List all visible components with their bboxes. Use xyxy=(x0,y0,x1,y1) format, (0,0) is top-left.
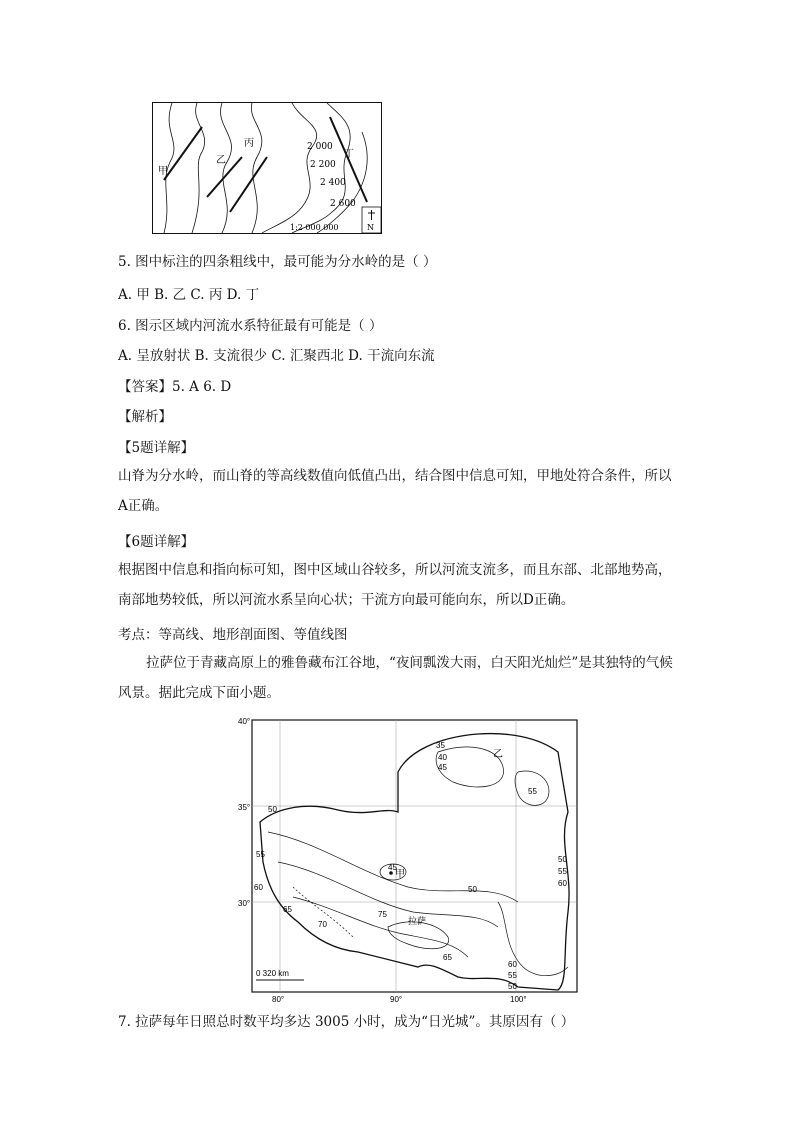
iso-60-edge: 60 xyxy=(558,879,567,888)
tibet-isoline-map xyxy=(238,712,583,1004)
contour-2000: 2 000 xyxy=(307,142,333,152)
lon-80: 80° xyxy=(272,995,285,1004)
analysis-heading: 【解析】 xyxy=(118,409,172,425)
q6-stem: 6. 图示区域内河流水系特征最有可能是（ ） xyxy=(118,318,383,334)
iso-60-south: 60 xyxy=(508,960,517,969)
iso-50-edge: 50 xyxy=(558,855,567,864)
q5-stem: 5. 图中标注的四条粗线中，最可能为分水岭的是（ ） xyxy=(118,254,437,270)
iso-50-east: 50 xyxy=(468,885,477,894)
iso-75: 75 xyxy=(378,910,387,919)
q5-detail-heading: 【5题详解】 xyxy=(118,440,195,456)
contour-2600: 2 600 xyxy=(330,199,356,209)
kaodian: 考点：等高线、地形剖面图、等值线图 xyxy=(118,627,348,643)
contour-2400: 2 400 xyxy=(320,178,346,188)
iso-55-west: 55 xyxy=(256,850,265,859)
intro-paragraph: 拉萨位于青藏高原上的雅鲁藏布江谷地，“夜间瓢泼大雨，白天阳光灿烂”是其独特的气候风景。据此完成下面小题。 xyxy=(118,655,673,701)
contour-2200: 2 200 xyxy=(310,160,336,170)
place-lasa: 拉萨 xyxy=(408,917,427,927)
label-bing: 丙 xyxy=(244,138,254,149)
lon-90: 90° xyxy=(390,995,403,1004)
label-jia: 甲 xyxy=(158,166,168,177)
contour-map-figure xyxy=(152,102,382,234)
lat-40: 40° xyxy=(238,717,251,726)
label-ding: 丁 xyxy=(344,149,354,160)
iso-50: 50 xyxy=(268,805,277,814)
place-jia: 甲 xyxy=(395,869,405,880)
scale-label: 1:2 000 000 xyxy=(290,223,339,232)
north-label: N xyxy=(367,223,374,232)
lat-35: 35° xyxy=(238,803,251,812)
iso-50-south: 50 xyxy=(508,982,517,991)
iso-40: 40 xyxy=(438,753,447,762)
place-yi: 乙 xyxy=(493,749,503,760)
iso-35: 35 xyxy=(436,741,445,750)
iso-45: 45 xyxy=(438,763,447,772)
iso-65: 65 xyxy=(283,905,292,914)
answer: 【答案】5. A 6. D xyxy=(118,379,232,395)
iso-70: 70 xyxy=(318,920,327,929)
lat-30: 30° xyxy=(238,899,251,908)
q7-stem: 7. 拉萨每年日照总时数平均多达 3005 小时，成为“日光城”。其原因有（ ） xyxy=(118,1014,575,1030)
iso-60: 60 xyxy=(254,883,263,892)
iso-55-edge: 55 xyxy=(558,867,567,876)
q6-options: A. 呈放射状 B. 支流很少 C. 汇聚西北 D. 干流向东流 xyxy=(118,348,435,364)
map-scale: 0 320 km xyxy=(256,969,289,978)
lon-100: 100° xyxy=(510,995,527,1004)
q6-detail: 根据图中信息和指向标可知，图中区域山谷较多，所以河流支流多，而且东部、北部地势高，南部地势较低，所以河流水系呈向心状；干流方向最可能向东，所以D正确。 xyxy=(118,562,672,608)
q5-detail: 山脊为分水岭，而山脊的等高线数值向低值凸出，结合图中信息可知，甲地处符合条件，所以A正确。 xyxy=(118,468,672,514)
iso-65-south: 65 xyxy=(443,953,452,962)
label-yi: 乙 xyxy=(216,155,226,166)
q5-options: A. 甲 B. 乙 C. 丙 D. 丁 xyxy=(118,287,260,303)
iso-55: 55 xyxy=(528,787,537,796)
iso-55-south: 55 xyxy=(508,971,517,980)
iso-45-jia: 45 xyxy=(388,863,397,872)
q6-detail-heading: 【6题详解】 xyxy=(118,534,195,550)
